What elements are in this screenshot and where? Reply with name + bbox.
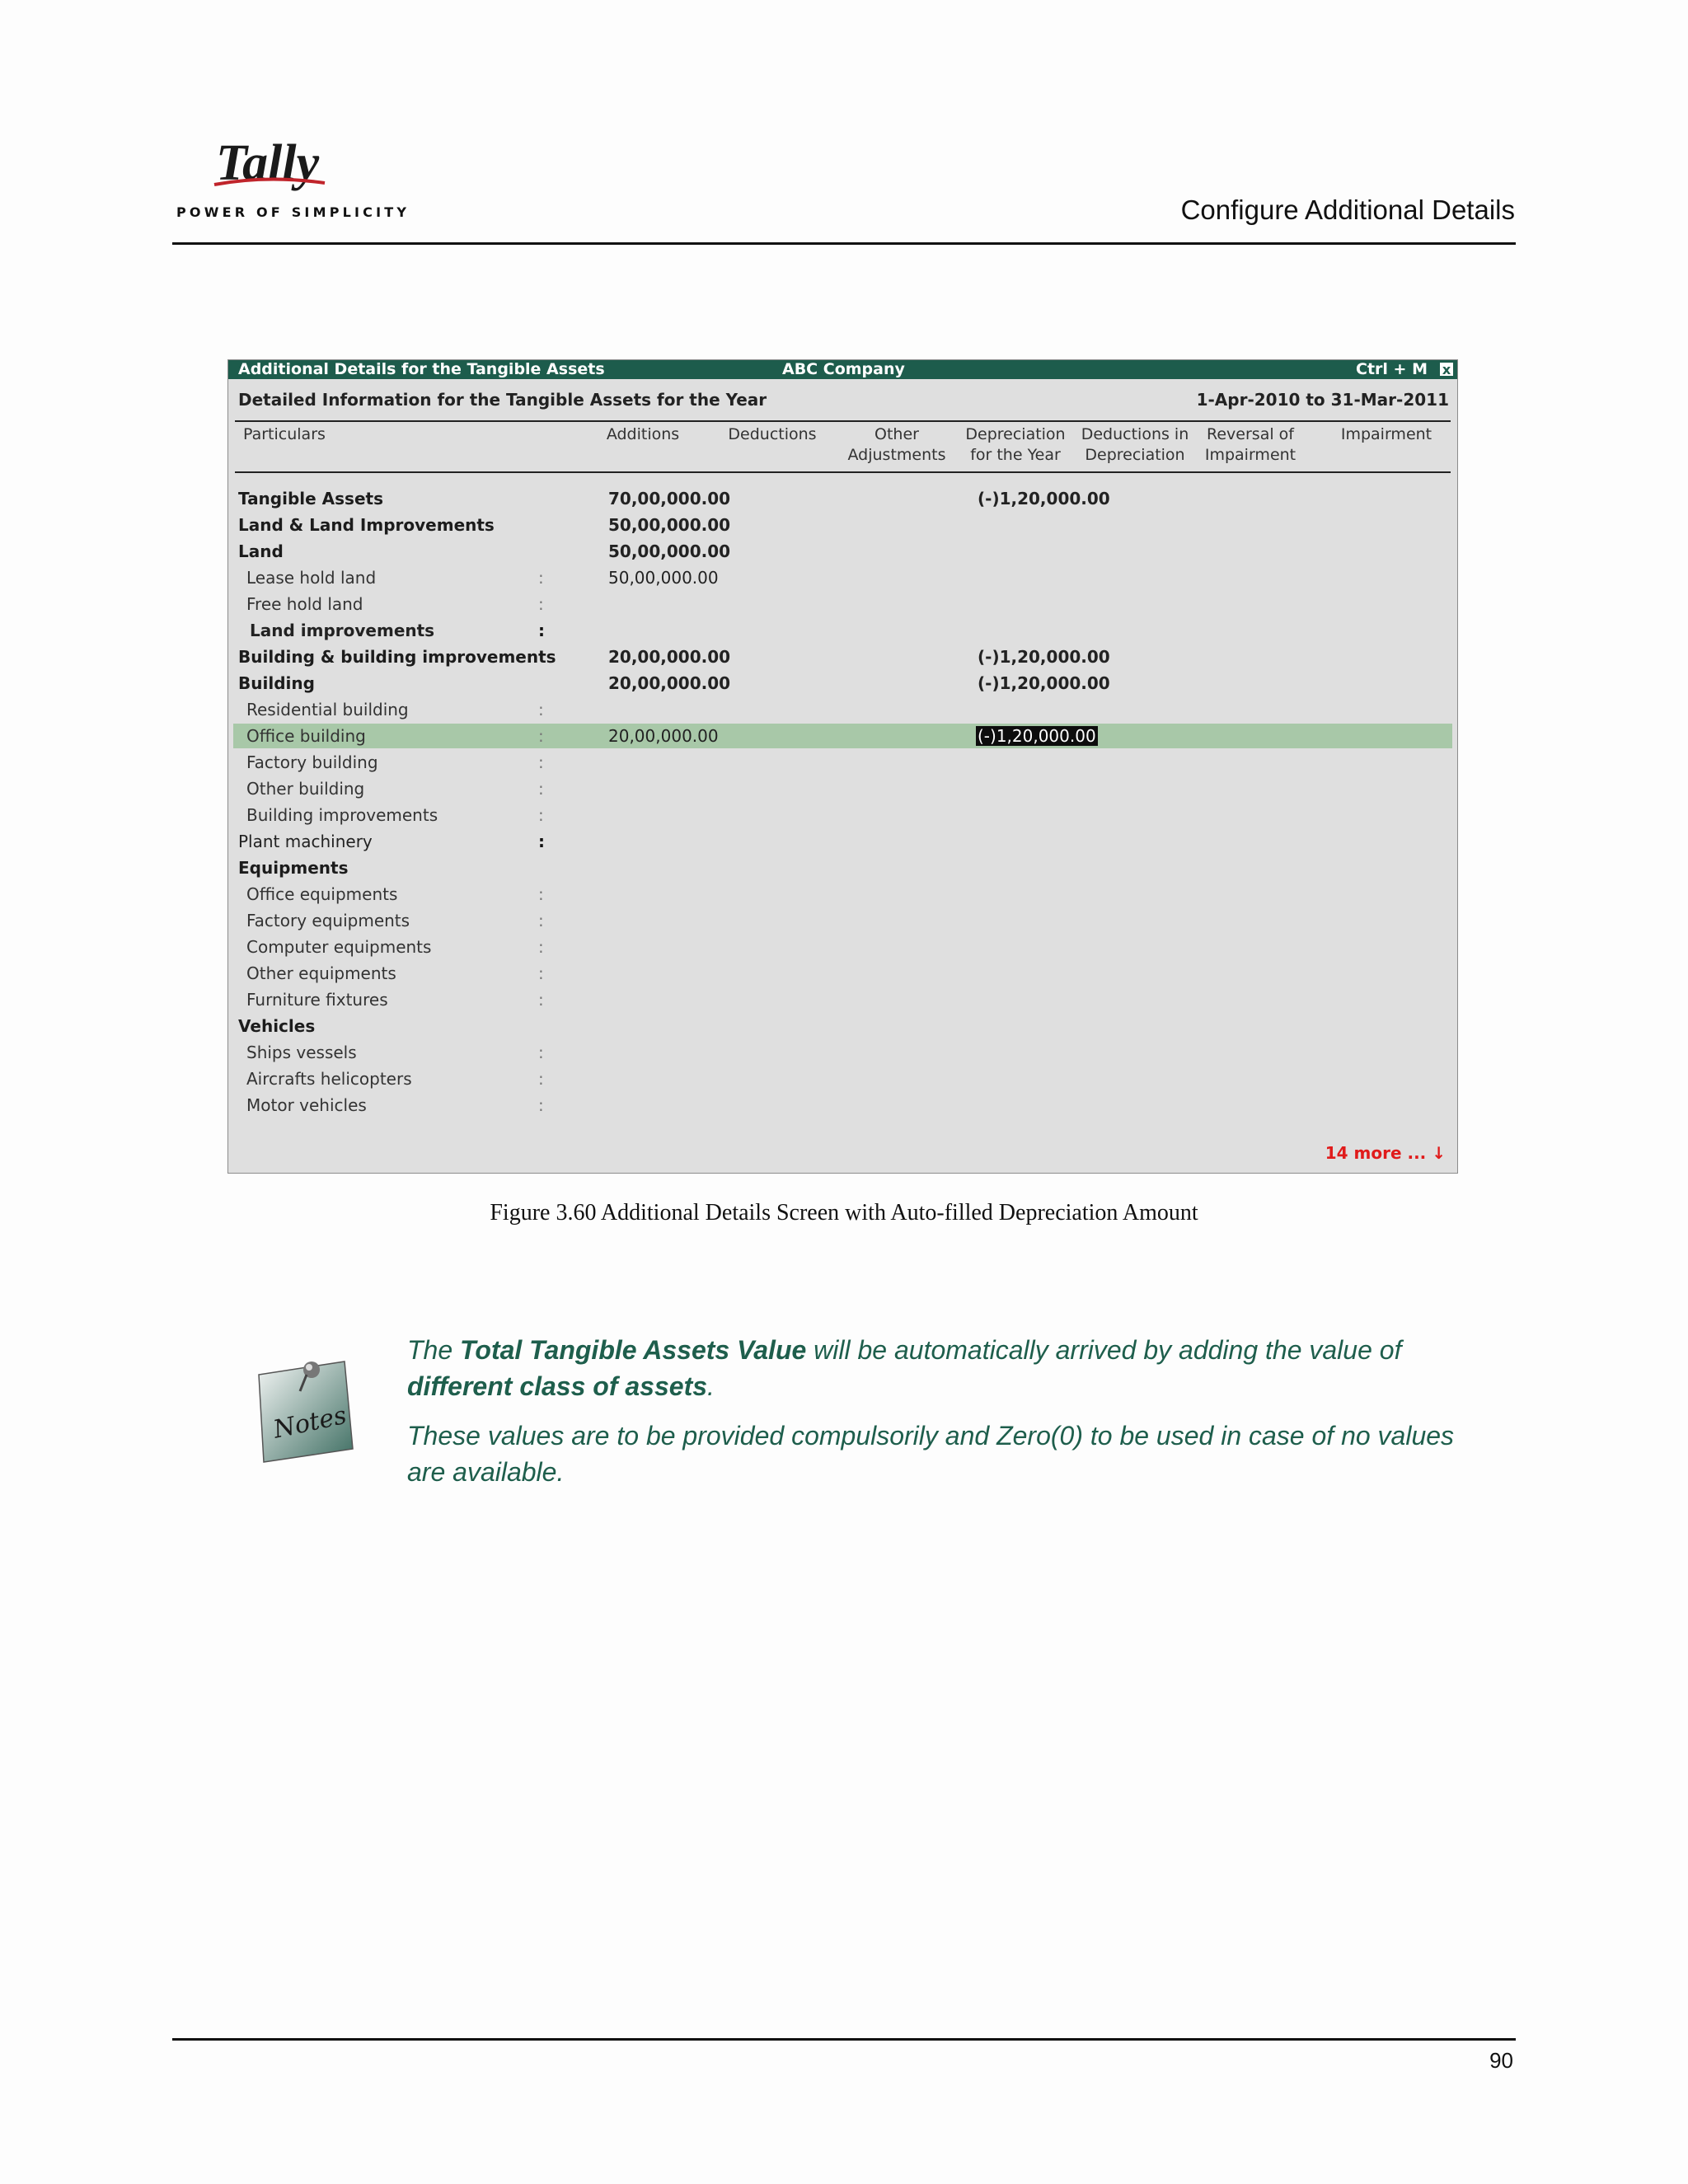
asset-name: Motor vehicles [246,1095,367,1115]
asset-name: Factory building [246,752,378,772]
notes-p1-post: . [707,1371,715,1401]
asset-row[interactable] [233,565,1452,590]
additions-value: 50,00,000.00 [608,541,731,561]
asset-name: Office equipments [246,884,398,904]
tally-logo [176,134,410,224]
column-particulars [243,424,326,445]
asset-name: Building [238,673,315,693]
depreciation-value: (-)1,20,000.00 [978,673,1110,693]
window-title: Additional Details for the Tangible Assets [238,360,605,378]
company-name: ABC Company [782,360,905,378]
asset-row[interactable] [233,750,1452,775]
asset-row[interactable] [233,592,1452,616]
column-particulars-label: Particulars [243,425,326,443]
notes-icon-label: Notes [270,1400,349,1445]
asset-name: Equipments [238,858,349,878]
asset-row[interactable] [233,776,1452,801]
column-header-bottom-rule [235,471,1451,473]
logo-tagline: POWER OF SIMPLICITY [176,204,410,220]
asset-name: Other building [246,779,365,799]
asset-name: Residential building [246,700,409,719]
asset-row[interactable] [233,803,1452,827]
asset-name: Land & Land Improvements [238,515,495,535]
row-colon: : [538,1043,544,1062]
additions-value: 70,00,000.00 [608,489,731,509]
asset-row[interactable] [233,697,1452,722]
row-colon: : [538,568,544,588]
notes-p1-mid: will be automatically arrived by adding the value of [806,1335,1402,1365]
row-colon: : [538,621,545,640]
column-other-adjustments-line2: Adjustments [847,446,946,464]
column-deductions-in-depreciation [1077,424,1193,466]
asset-name: Office building [246,726,366,746]
row-colon: : [538,884,544,904]
column-reversal-of-impairment [1201,424,1300,466]
asset-name: Ships vessels [246,1043,357,1062]
row-colon: : [538,963,544,983]
row-colon: : [538,937,544,957]
row-colon: : [538,700,544,719]
asset-row[interactable] [233,855,1452,880]
row-colon: : [538,752,544,772]
column-header-top-rule [235,420,1451,422]
screen-subtitle [238,390,1449,410]
asset-row[interactable] [233,829,1452,854]
asset-name: Furniture fixtures [246,990,388,1010]
column-impairment [1337,424,1436,445]
asset-row[interactable] [233,961,1452,986]
column-depreciation-line2: for the Year [970,446,1061,464]
column-other-adjustments-line1: Other [874,425,919,443]
tally-logo-mark [209,134,333,199]
additions-value: 50,00,000.00 [608,568,719,588]
column-deductions [723,424,822,445]
asset-row[interactable] [233,1014,1452,1038]
asset-row[interactable] [233,644,1452,669]
column-depreciation-line1: Depreciation [965,425,1066,443]
row-colon: : [538,990,544,1010]
notes-text [407,1332,1470,1503]
asset-row[interactable] [233,539,1452,564]
footer-rule [172,2038,1516,2041]
asset-name: Computer equipments [246,937,432,957]
asset-row[interactable] [233,671,1452,696]
asset-name: Building improvements [246,805,438,825]
row-colon: : [538,594,544,614]
depreciation-value: (-)1,20,000.00 [978,489,1110,509]
window-titlebar [228,360,1457,379]
logo-wordmark: Tally [216,135,320,191]
asset-name: Factory equipments [246,911,410,930]
asset-name: Aircrafts helicopters [246,1069,412,1089]
notes-icon [252,1357,359,1467]
asset-name: Lease hold land [246,568,377,588]
asset-row[interactable] [233,513,1452,537]
notes-p1-bold-1: Total Tangible Assets Value [460,1335,807,1365]
asset-row[interactable] [233,1040,1452,1065]
column-additions-label: Additions [606,425,680,443]
asset-row[interactable] [233,935,1452,959]
asset-row[interactable] [233,1066,1452,1091]
asset-row[interactable] [233,882,1452,907]
row-colon: : [538,911,544,930]
asset-row[interactable] [233,618,1452,643]
shortcut-label: Ctrl + M [1356,360,1428,378]
column-deductions-label: Deductions [728,425,817,443]
asset-row[interactable] [233,486,1452,511]
asset-name: Land improvements [250,621,435,640]
row-colon: : [538,832,545,851]
column-depreciation [962,424,1069,466]
asset-row[interactable] [233,724,1452,748]
column-additions [602,424,684,445]
asset-name: Land [238,541,284,561]
asset-name: Other equipments [246,963,396,983]
row-colon: : [538,779,544,799]
depreciation-value: (-)1,20,000.00 [978,647,1110,667]
page-title: Configure Additional Details [1180,194,1515,225]
asset-name: Building & building improvements [238,647,556,667]
asset-name: Tangible Assets [238,489,383,509]
asset-row[interactable] [233,1093,1452,1118]
additions-value: 20,00,000.00 [608,647,731,667]
column-other-adjustments [843,424,950,466]
additions-value: 50,00,000.00 [608,515,731,535]
asset-row[interactable] [233,987,1452,1012]
depreciation-value[interactable]: (-)1,20,000.00 [978,726,1096,746]
row-colon: : [538,1095,544,1115]
column-impairment-label: Impairment [1340,425,1432,443]
close-icon[interactable]: x [1439,362,1454,377]
period-range: 1-Apr-2010 to 31-Mar-2011 [1196,390,1449,410]
notes-p1-pre: The [407,1335,461,1365]
row-colon: : [538,1069,544,1089]
notes-paragraph-1 [407,1332,1470,1404]
column-deductions-in-depreciation-line1: Deductions in [1081,425,1189,443]
figure-caption: Figure 3.60 Additional Details Screen with Auto-filled Depreciation Amount [490,1200,1198,1226]
additions-value: 20,00,000.00 [608,726,719,746]
additions-value: 20,00,000.00 [608,673,731,693]
column-reversal-line2: Impairment [1204,446,1296,464]
notes-p1-bold-2: different class of assets [407,1371,708,1401]
asset-row[interactable] [233,908,1452,933]
row-colon: : [538,805,544,825]
column-deductions-in-depreciation-line2: Depreciation [1085,446,1185,464]
notes-paragraph-2: These values are to be provided compulsorily and Zero(0) to be used in case of no values are available. [407,1421,1455,1487]
column-reversal-line1: Reversal of [1207,425,1294,443]
row-colon: : [538,726,544,746]
header-rule [172,242,1516,245]
subtitle-text: Detailed Information for the Tangible Assets for the Year [238,390,767,410]
asset-name: Vehicles [238,1016,316,1036]
asset-name: Free hold land [246,594,363,614]
more-items-indicator[interactable]: 14 more ... ↓ [1325,1143,1446,1163]
additional-details-window [227,359,1458,1174]
asset-name: Plant machinery [238,832,373,851]
page-number: 90 [1489,2048,1513,2073]
